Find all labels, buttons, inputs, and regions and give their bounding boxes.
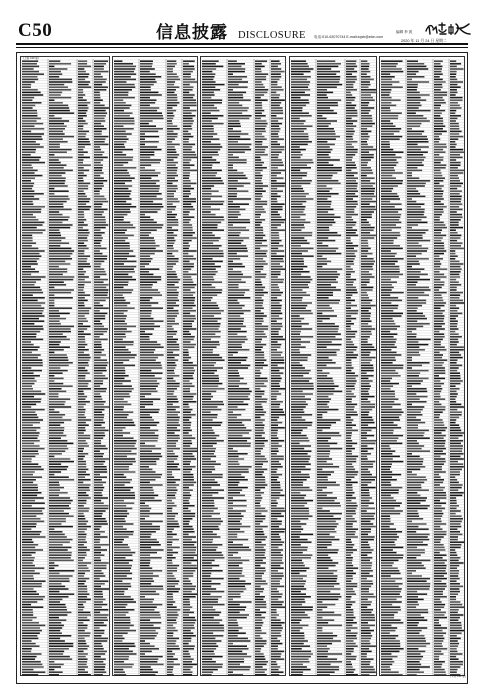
continued-to-note: (下转 C51 版) <box>450 675 466 678</box>
masthead <box>0 0 484 48</box>
disclosure-column-2 <box>112 56 198 676</box>
date-line: 2020 年 11 月 24 日 星期二 <box>401 39 447 43</box>
disclosure-column-5 <box>379 56 465 676</box>
newspaper-logo-icon <box>424 21 472 37</box>
masthead-rule-thick <box>16 43 468 45</box>
disclosure-column-3 <box>200 56 286 676</box>
page-number: C50 <box>18 20 53 41</box>
editor-line: 编辑 李 波 <box>396 30 413 34</box>
section-title: 信息披露 <box>156 23 228 43</box>
masthead-rule-thin <box>16 47 468 48</box>
section-title-english: DISCLOSURE <box>238 30 306 41</box>
disclosure-column-1 <box>20 56 110 676</box>
disclosure-column-4 <box>289 56 377 676</box>
contact-line: 电话:010-63070744 E-mail:zqsb@stcn.com <box>314 35 384 39</box>
continued-from-note: (上接 C49 版) <box>23 57 39 60</box>
